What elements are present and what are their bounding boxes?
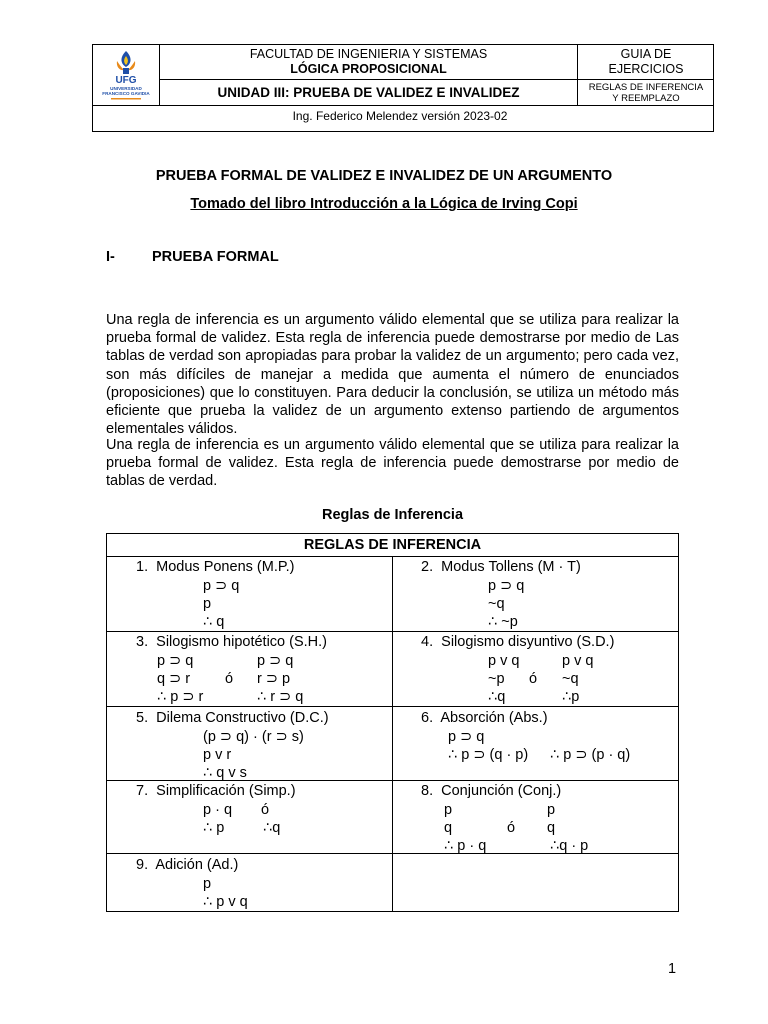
rule-line: ∴ q v s — [203, 765, 247, 781]
logo-line2: FRANCISCO GAVIDIA — [102, 91, 150, 96]
logo-line1: UNIVERSIDAD — [110, 86, 142, 91]
rule-line: (p ⊃ q) · (r ⊃ s) — [203, 729, 304, 745]
faculty-cell — [160, 45, 577, 79]
logo-cell — [93, 45, 159, 105]
rule-title: 5. Dilema Constructivo (D.C.) — [136, 710, 329, 726]
paragraph-intro: Una regla de inferencia es un argumento válido elemental que se utiliza para realizar la prueba formal de validez. Esta regla de inferencia puede demostrarse por medio de Las tablas de verdad son apropiadas para probar la validez de un argumento; pero cada vez, son más difíciles de manejar a medida que aumenta el número de enunciados (proposiciones) que lo constituyen. Para deducir la conclusión, se utiliza un método más eficiente que prueba la validez de un argumento extenso partiendo de argumentos elementales válidos. — [106, 312, 679, 438]
rule-line: p ⊃ q — [257, 653, 294, 669]
guide-line2: EJERCICIOS — [608, 62, 684, 76]
rule-line: ∴q — [263, 820, 281, 836]
rule-line: p v r — [203, 747, 232, 763]
rule-line: ∴ q — [203, 614, 225, 630]
document-subtitle: Tomado del libro Introducción a la Lógica de Irving Copi — [190, 196, 578, 212]
document-title: PRUEBA FORMAL DE VALIDEZ E INVALIDEZ DE UN ARGUMENTO — [155, 168, 613, 184]
author-version: Ing. Federico Melendez versión 2023-02 — [292, 109, 508, 123]
rule-title: 7. Simplificación (Simp.) — [136, 783, 296, 799]
inference-rules-table — [106, 533, 679, 912]
rule-line: p — [444, 802, 453, 818]
rule-title: 6. Absorción (Abs.) — [421, 710, 548, 726]
rule-line: ∴ p — [203, 820, 225, 836]
rule-line: ∴ r ⊃ q — [257, 689, 304, 705]
rule-line: p ⊃ q — [157, 653, 194, 669]
rule-or: ó — [225, 671, 234, 687]
rule-line: ∴ p · q — [444, 838, 487, 854]
rule-line: ∴ p v q — [203, 894, 248, 910]
rule-line: ∴ p ⊃ (p · q) — [550, 747, 631, 763]
logo-initials: UFG — [115, 75, 137, 86]
topic-line1: REGLAS DE INFERENCIA — [588, 81, 704, 93]
rule-title: 8. Conjunción (Conj.) — [421, 783, 562, 799]
table-header: REGLAS DE INFERENCIA — [303, 537, 482, 553]
rule-line: p · q — [203, 802, 233, 818]
guide-line1: GUIA DE — [620, 47, 672, 61]
rule-line: q — [444, 820, 453, 836]
rule-line: p — [203, 596, 212, 612]
rule-line: ∴p — [562, 689, 580, 705]
guide-type-cell — [578, 45, 714, 79]
rule-title: 9. Adición (Ad.) — [136, 857, 239, 873]
section-number: I- — [106, 249, 115, 265]
rule-line: ∴q — [488, 689, 506, 705]
rule-or: ó — [261, 802, 270, 818]
rule-title: 4. Silogismo disyuntivo (S.D.) — [421, 634, 615, 650]
rule-line: p ⊃ q — [488, 578, 525, 594]
rule-line: p — [547, 802, 556, 818]
rule-line: p ⊃ q — [203, 578, 240, 594]
paragraph-definition: Una regla de inferencia es un argumento válido elemental que se utiliza para realizar la prueba formal de validez. Esta regla de inferencia puede demostrarse por medio de tablas de verdad. — [106, 437, 679, 490]
rule-line: ∴ ~p — [488, 614, 518, 630]
rule-title: 2. Modus Tollens (M · T) — [421, 559, 581, 575]
topic-line2: Y REEMPLAZO — [612, 92, 680, 104]
faculty-name: FACULTAD DE INGENIERIA Y SISTEMAS — [249, 47, 488, 61]
rule-line: ∴ p ⊃ r — [157, 689, 204, 705]
topic-cell — [578, 80, 714, 105]
course-name: LÓGICA PROPOSICIONAL — [290, 62, 447, 76]
document-header — [92, 44, 714, 132]
rule-line: p v q — [562, 653, 594, 669]
rule-title: 1. Modus Ponens (M.P.) — [136, 559, 295, 575]
university-logo — [97, 48, 155, 102]
rule-or: ó — [529, 671, 538, 687]
rule-line: r ⊃ p — [257, 671, 291, 687]
rule-title: 3. Silogismo hipotético (S.H.) — [136, 634, 327, 650]
section-title: PRUEBA FORMAL — [152, 249, 279, 265]
rule-line: ∴q · p — [550, 838, 589, 854]
rule-line: ∴ p ⊃ (q · p) — [448, 747, 529, 763]
rule-line: ~p — [488, 671, 505, 687]
table-caption: Reglas de Inferencia — [321, 507, 464, 523]
unit-title: UNIDAD III: PRUEBA DE VALIDEZ E INVALIDEZ — [217, 85, 520, 100]
rule-line: q ⊃ r — [157, 671, 191, 687]
rule-line: ~q — [562, 671, 579, 687]
page-number: 1 — [668, 961, 677, 977]
rule-or: ó — [507, 820, 516, 836]
rule-line: ~q — [488, 596, 505, 612]
rule-line: p — [203, 876, 212, 892]
rule-line: p v q — [488, 653, 520, 669]
rule-line: p ⊃ q — [448, 729, 485, 745]
rule-line: q — [547, 820, 556, 836]
